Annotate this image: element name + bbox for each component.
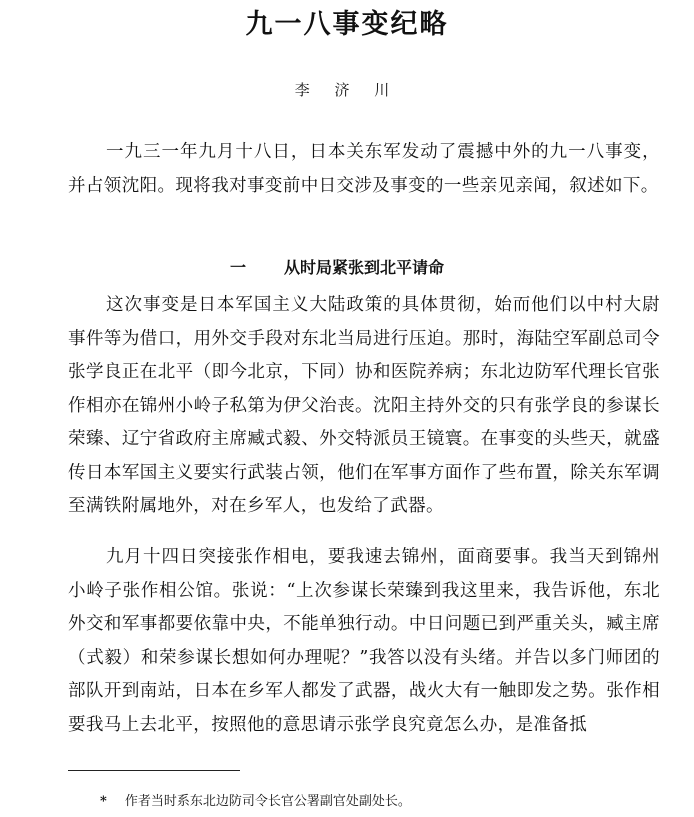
body-paragraph: 这次事变是日本军国主义大陆政策的具体贯彻，始而他们以中村大尉事件等为借口，用外交手段对东北当局进行压迫。那时，海陆空军副总司令张学良正在北平（即今北京，下同）协和医院养病；东北边防军代理长官张作相亦在锦州小岭子私第为伊父治丧。沈阳主持外交的只有张学良的参谋长荣臻、辽宁省政府主席臧式毅、外交特派员王镜寰。在事变的头些天，就盛传日本军国主义要实行武装占领，他们在军事方面作了些布置，除关东军调至满铁附属地外，对在乡军人，也发给了武器。	[68, 295, 660, 516]
article-title: 九一八事变纪略	[245, 9, 449, 40]
author-name: 李 济 川	[294, 81, 400, 99]
intro-paragraph: 一九三一年九月十八日，日本关东军发动了震撼中外的九一八事变，并占领沈阳。现将我对事变前中日交涉及事变的一些亲见亲闻，叙述如下。	[68, 142, 660, 196]
section-number: 一	[230, 258, 247, 277]
section-title: 从时局紧张到北平请命	[284, 258, 445, 277]
body-paragraph: 九月十四日突接张作相电，要我速去锦州，面商要事。我当天到锦州小岭子张作相公馆。张说：“上次参谋长荣臻到我这里来，我告诉他，东北外交和军事都要依靠中央，不能单独行动。中日问题已到严重关头，臧主席（式毅）和荣参谋长想如何办理呢？”我答以没有头绪。并告以多门师团的部队开到南站，日本在乡军人都发了武器，战火大有一触即发之势。张作相要我马上去北平，按照他的意思请示张学良究竟怎么办，是准备抵	[68, 547, 660, 735]
footnote-divider	[68, 770, 240, 771]
section-heading	[230, 257, 444, 279]
footnote	[100, 793, 411, 811]
footnote-mark: *	[100, 794, 107, 809]
footnote-text: 作者当时系东北边防司令长官公署副官处副处长。	[124, 794, 411, 809]
